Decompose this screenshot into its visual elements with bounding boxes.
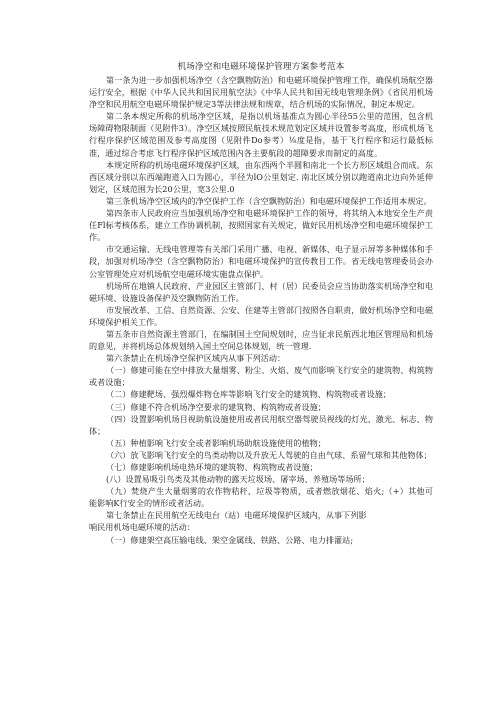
paragraph: （四）设置影响机场目视助航设施使用或者民用航空器驾驶员视线的灯光、激光、标志、物体； xyxy=(89,413,433,436)
paragraph: （一）修建架空高压输电线、架空金属线、铁路、公路、电力排灌站; xyxy=(106,534,354,545)
paragraph: 响民用机场电磁环境的活动： xyxy=(89,522,195,533)
paragraph: （三）修建不符合机场净空要求的建筑物、构筑物或者设施； xyxy=(106,401,326,412)
paragraph: （五）种植影响飞行安全或者影响机场助航设施使用的植物； xyxy=(106,437,326,448)
paragraph: 第七条禁止在民用航空无线电台（站）电磁环境保护区域内，从事下列影 xyxy=(106,510,367,521)
paragraph: (八）设置易吸引鸟类及其他动物的露天垃圾场、屠宰场、养殖场等场所； xyxy=(106,474,370,485)
paragraph: （七）修建影响机场电热环境的建筑物、构筑物或者设施； xyxy=(106,462,318,472)
paragraph: 市交通运输、无线电管理等有关部门采用广播、电视、新媒体、电子显示屏等多种媒体和手段，加强对机场净空（含空飘物防治）和电磁环境保护的宣传教目工作。省无线电管理委员会办公室管理处应对机场航空电磁环境实施盘点保护。 xyxy=(89,244,433,279)
paragraph: （二）修建靶场、强烈爆炸物仓库等影响飞行安全的建筑物、构筑物或者设施； xyxy=(106,389,392,400)
paragraph: 市发展改革、工信、自然资源、公安、住建等主管部门按照各自职责，做好机场净空和电磁环境保护相关工作。 xyxy=(89,304,433,327)
paragraph: 第一条为进一步加强机场净空（含空飘物防治）和电磁环境保护管理工作，确保机场航空器运行安全，根据《中华人民共和国民用航空法》《中华人民共和国无线电管理条例》《省民用机场净空和民用航空电磁环境保护规定3等法律法规和规章，结合机场的实际情况，制定本规定。 xyxy=(89,75,433,110)
paragraph: 第六条禁止在机场净空保护区域内从事下列活动： xyxy=(106,353,286,364)
paragraph: 第五条市自然资源主管部门，在编制国土空间规划时，应当征求民航西北地区管理局和机场的意见，并将机场总体规划纳入国土空间总体规划，统一管理. xyxy=(89,328,433,352)
paragraph: （六）放飞影响飞行安全的鸟类动物以及升放无人驾驶的自由气球、系留气球和其他物体； xyxy=(106,449,432,460)
paragraph: 本规定所称的机场电磁环境保护区域，由东西两个半圆和南北一个长方形区域组合而成。东西区域分别以东西端跑道入口为圆心，半径为lO公里划定. 南北区域分别以跑道南北边向外延伸划定，区域范围为长20公里，宽3公里.0 xyxy=(89,159,433,194)
paragraph: 第三条机场净空区域内的净空保护工作（含空飘物防治）和电磁环境保护工作适用本规定。 xyxy=(106,195,432,206)
paragraph: 第四条市人民政府应当加强机场净空和电磁环境保护工作的领导，将其纳入本地安全生产责任Fl标考核体系，建立工作协调机制，按照国家有关规定，做好民用机场净空和电磁环境保护工作。 xyxy=(89,208,433,243)
paragraph: （九）焚烧产生大量烟雾的农作物秸秆、垃圾等物质，或者燃放烟花、焰火;（+）其他可能影响K行安全的情形或者活动。 xyxy=(89,486,433,509)
paragraph: 机场所在地镇人民政府、产业园区主管部门、村（居）民委员会应当协助落实机场净空和电磁环境、设施设备保护及空飘物防治工作。 xyxy=(89,280,433,303)
paragraph: 第二条本规定所称的机场净空区域，是指以机场基准点为圆心半径55公里的范围，包含机场障碍物限制面（见附件3）。净空区域按照民航技术规范划定区域并设置参考高度，形成机场飞行程序保护区域范围及参考高度图（见附件Do参考）⅛度是指，基于飞行程序和运行最低标准，通过综合考虑飞行程序保护区域范围内各主要航段的超障要求而制定的高度。 xyxy=(89,111,433,158)
document-title: 机场净空和电磁环境保护管理方案参考范本 xyxy=(177,62,345,72)
paragraph: （一）修建可能在空中排放大量烟雾、粉尘、火焰、废气而影响飞行安全的建筑物、构筑物或者设施； xyxy=(89,365,433,388)
document-body xyxy=(89,74,433,546)
